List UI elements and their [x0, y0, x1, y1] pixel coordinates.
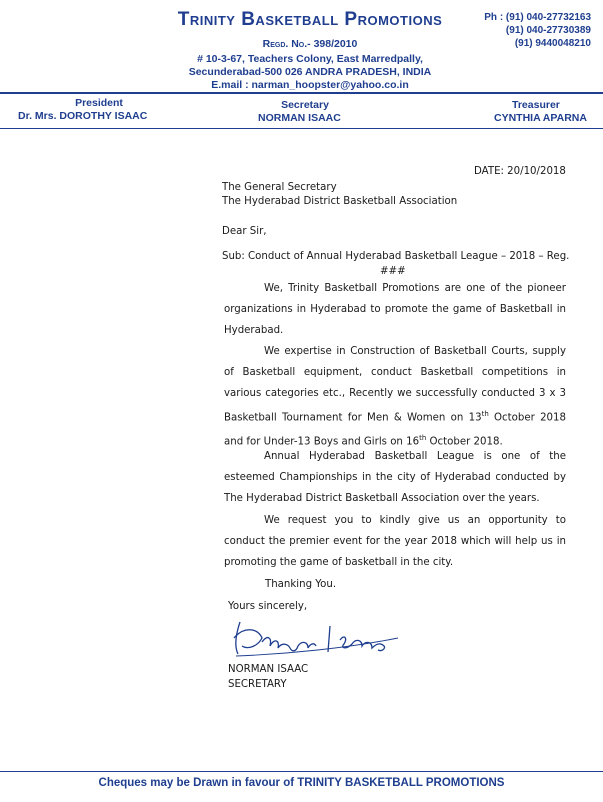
- salutation: Dear Sir,: [222, 226, 267, 237]
- closing-line: Yours sincerely,: [228, 601, 308, 612]
- registration-number: Regd. No.- 398/2010: [262, 38, 358, 50]
- footer-note: Cheques may be Drawn in favour of TRINITY BASKETBALL PROMOTIONS: [98, 777, 505, 789]
- paragraph-2-text-a: We expertise in Construction of Basketball Courts, supply of Basketball equipment, conduct Basketball competitions in various categories etc., Recently we successfully conducted 3 x 3 Basketball Tournament for Men & Women on 13: [224, 346, 566, 424]
- officer-name-secretary: NORMAN ISAAC: [258, 112, 341, 124]
- recipient-line-1: The General Secretary: [222, 182, 337, 193]
- signatory-name: NORMAN ISAAC: [228, 664, 309, 675]
- address-line-1: # 10-3-67, Teachers Colony, East Marredpally,: [197, 53, 423, 65]
- officer-name-president: Dr. Mrs. DOROTHY ISAAC: [18, 110, 148, 122]
- phone-2: (91) 040-27730389: [505, 25, 591, 36]
- paragraph-2-text-b: October 2018 and for Under-13 Boys and Girls on 16: [224, 412, 566, 448]
- organization-name: Trinity Basketball Promotions: [177, 9, 443, 30]
- paragraph-2: [224, 341, 566, 453]
- paragraph-4: We request you to kindly give us an opportunity to conduct the premier event for the year 2018 which will help us in promoting the game of basketball in the city.: [224, 515, 566, 568]
- officer-role: Treasurer: [512, 99, 560, 111]
- phone-3: (91) 9440048210: [514, 38, 591, 49]
- header-rule-top: [0, 92, 603, 94]
- ordinal-suffix: th: [419, 434, 427, 443]
- header-rule-bottom: [0, 128, 603, 129]
- officer-role: Secretary: [281, 99, 329, 111]
- officer-name-treasurer: CYNTHIA APARNA: [494, 112, 587, 124]
- officer-president: [54, 97, 144, 109]
- paragraph-3: Annual Hyderabad Basketball League is one of the esteemed Championships in the city of Hyderabad conducted by The Hyderabad District Basketball Association over the years.: [224, 451, 566, 504]
- ordinal-suffix: th: [481, 410, 489, 418]
- subject-separator: ###: [380, 266, 406, 277]
- signatory-title: SECRETARY: [228, 679, 287, 690]
- phone-1: Ph : (91) 040-27732163: [484, 12, 591, 23]
- paragraph-1: We, Trinity Basketball Promotions are one of the pioneer organizations in Hyderabad to promote the game of Basketball in Hyderabad.: [224, 283, 566, 336]
- paragraph-2-text-c: October 2018.: [426, 436, 503, 448]
- email-line: E.mail : narman_hoopster@yahoo.co.in: [211, 79, 409, 91]
- footer-rule: [0, 771, 603, 772]
- address-line-2: Secunderabad-500 026 ANDRA PRADESH, INDIA: [188, 66, 432, 78]
- letter-date: DATE: 20/10/2018: [474, 166, 566, 177]
- officer-role: President: [75, 97, 123, 109]
- thanking-line: Thanking You.: [265, 579, 337, 590]
- signature-image: [228, 616, 408, 662]
- recipient-line-2: The Hyderabad District Basketball Association: [222, 196, 458, 207]
- officer-treasurer: [512, 99, 560, 111]
- subject-line: Sub: Conduct of Annual Hyderabad Basketball League – 2018 – Reg.: [222, 251, 570, 262]
- officer-secretary: [270, 99, 340, 111]
